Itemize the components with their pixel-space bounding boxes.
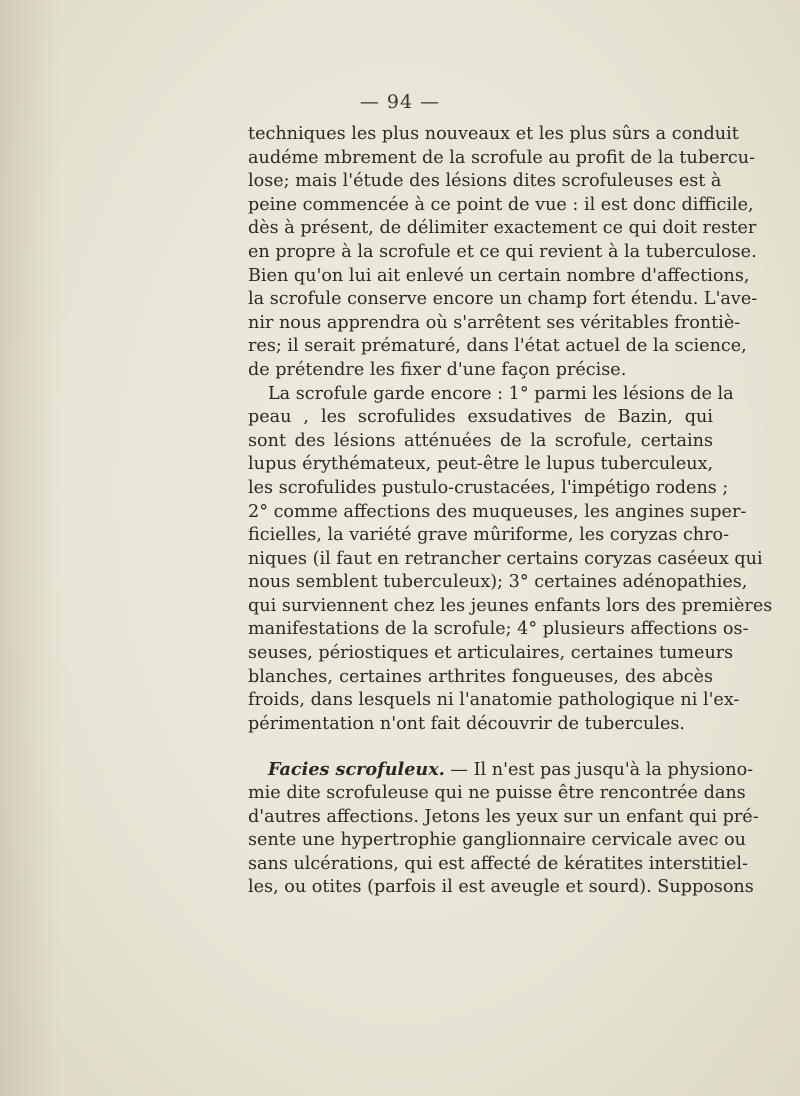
text-line: res; il serait prématuré, dans l'état actuel de la science, [248,336,747,357]
text-line: niques (il faut en retrancher certains coryzas caséeux qui [248,548,763,569]
paragraph-gap [248,736,713,758]
text-line: blanches, certaines arthrites fongueuses, des abcès [248,666,713,687]
text-line: seuses, périostiques et articulaires, certaines tumeurs [248,643,734,664]
text-line: les, ou otites (parfois il est aveugle et sourd). Supposons [248,877,754,898]
text-line: lose; mais l'étude des lésions dites scrofuleuses est à [248,171,722,192]
text-line: Bien qu'on lui ait enlevé un certain nombre d'affections, [248,265,750,286]
text-line: 2° comme affections des muqueuses, les angines super- [248,501,747,522]
section-heading: Facies scrofuleux. [268,759,445,781]
heading-line-rest: — Il n'est pas jusqu'à la physiono- [444,760,754,781]
text-line: nous semblent tuberculeux); 3° certaines adénopathies, [248,572,748,593]
text-line: manifestations de la scrofule; 4° plusieurs affections os- [248,619,749,640]
text-line: qui surviennent chez les jeunes enfants lors des premières [248,595,773,616]
text-line: les scrofulides pustulo-crustacées, l'impétigo rodens ; [248,477,729,498]
text-line: sans ulcérations, qui est affecté de kératites interstitiel- [248,853,748,874]
text-line: peau , les scrofulides exsudatives de Bazin, qui [248,407,713,428]
text-line: peine commencée à ce point de vue : il est donc difficile, [248,194,754,215]
text-line: techniques les plus nouveaux et les plus sûrs a conduit [248,124,739,144]
text-line: dès à présent, de délimiter exactement ce qui doit rester [248,218,757,239]
page-number: — 94 — [359,91,441,113]
text-line: d'autres affections. Jetons les yeux sur un enfant qui pré- [248,806,759,827]
text-line: La scrofule garde encore : 1° parmi les lésions de la [268,383,734,404]
text-line: mie dite scrofuleuse qui ne puisse être rencontrée dans [248,783,746,804]
text-line: périmentation n'ont fait découvrir de tubercules. [248,713,685,734]
text-line: froids, dans lesquels ni l'anatomie pathologique ni l'ex- [248,690,740,711]
text-line: nir nous apprendra où s'arrêtent ses véritables frontiè- [248,312,741,333]
section-heading-line [248,758,754,782]
text-line: sente une hypertrophie ganglionnaire cervicale avec ou [248,830,746,851]
text-line: ficielles, la variété grave mûriforme, les coryzas chro- [248,525,730,546]
text-line: sont des lésions atténuées de la scrofule, certains [248,430,713,451]
text-line: lupus érythémateux, peut-être le lupus tuberculeux, [248,454,714,475]
body-text [248,123,773,900]
text-line: la scrofule conserve encore un champ fort étendu. L'ave- [248,289,758,310]
text-line: audéme mbrement de la scrofule au profit de la tubercu- [248,147,756,168]
text-line: de prétendre les fixer d'une façon précise. [248,359,627,380]
text-line: en propre à la scrofule et ce qui revient à la tuberculose. [248,241,757,262]
